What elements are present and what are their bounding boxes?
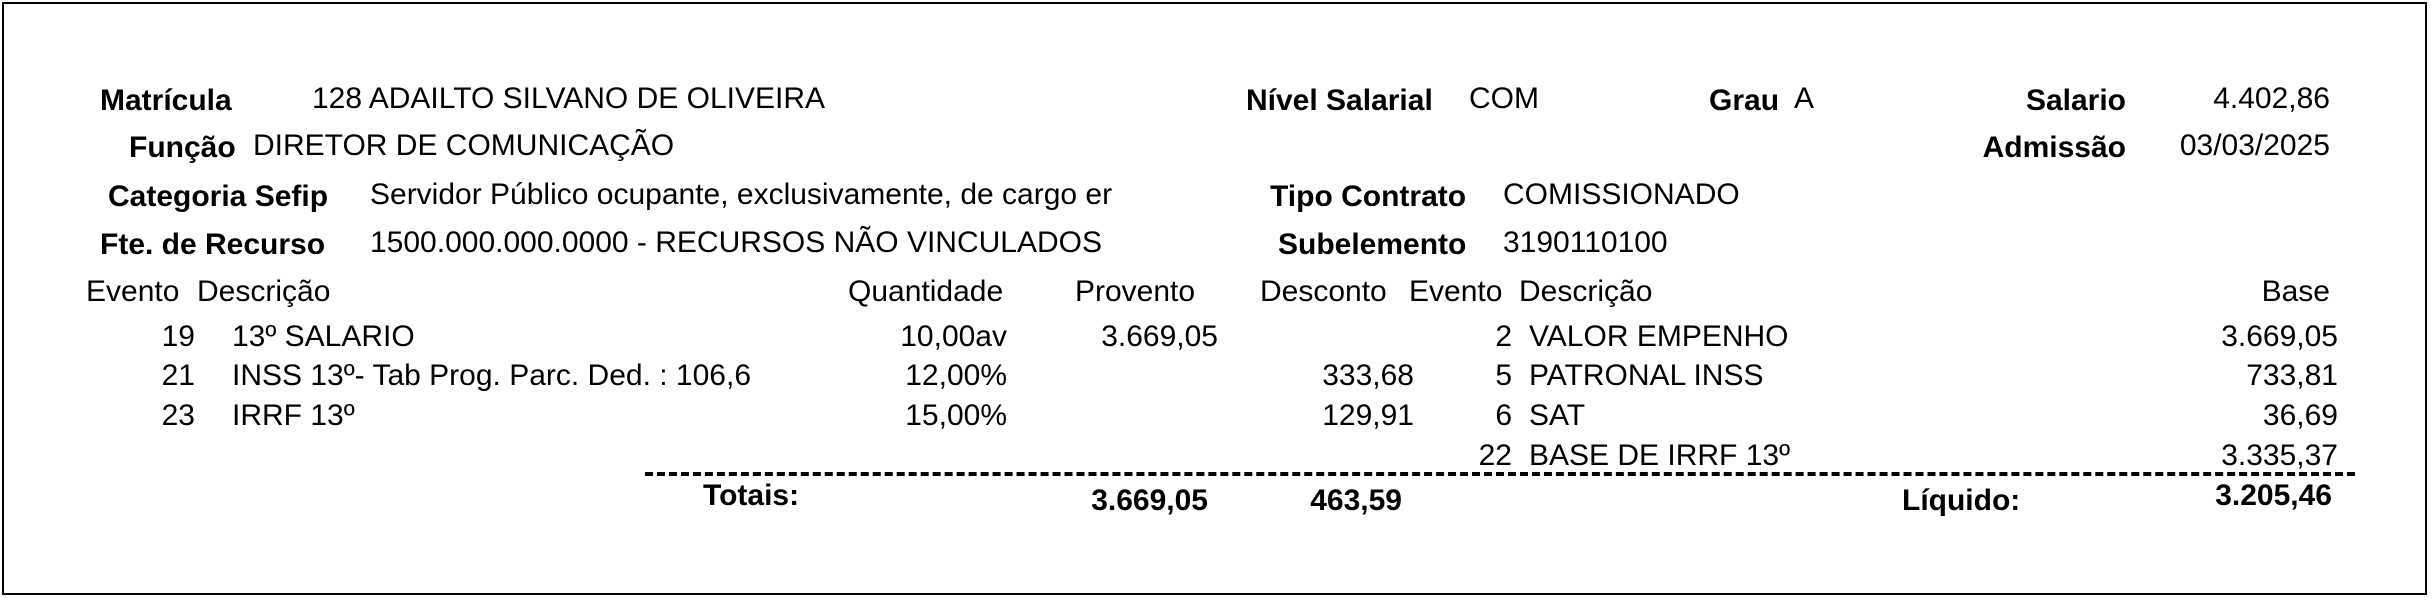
matricula-value: 128 ADAILTO SILVANO DE OLIVEIRA bbox=[312, 82, 825, 115]
event-description: INSS 13º- Tab Prog. Parc. Ded. : 106,6 bbox=[232, 359, 752, 392]
base-value: 733,81 bbox=[2246, 359, 2338, 392]
salario-value: 4.402,86 bbox=[2213, 82, 2330, 115]
admissao-label: Admissão bbox=[1982, 131, 2126, 164]
event-description: IRRF 13º bbox=[232, 399, 355, 432]
admissao-value: 03/03/2025 bbox=[2179, 129, 2330, 162]
col-base: Base bbox=[2261, 275, 2330, 308]
subelemento-value: 3190110100 bbox=[1503, 226, 1668, 259]
nivel-salarial-label: Nível Salarial bbox=[1246, 84, 1433, 117]
base-description: SAT bbox=[1529, 399, 1586, 432]
subelemento-label: Subelemento bbox=[1278, 228, 1467, 261]
funcao-label: Função bbox=[129, 131, 236, 164]
tipo-contrato-value: COMISSIONADO bbox=[1503, 178, 1740, 211]
nivel-salarial-value: COM bbox=[1469, 82, 1539, 115]
base-code: 5 bbox=[1495, 359, 1512, 392]
base-value: 3.669,05 bbox=[2221, 320, 2338, 353]
liquido-value: 3.205,46 bbox=[2215, 479, 2332, 512]
col-descricao-base: Descrição bbox=[1519, 275, 1653, 308]
base-value: 36,69 bbox=[2262, 399, 2338, 432]
grau-value: A bbox=[1794, 82, 1815, 115]
base-description: VALOR EMPENHO bbox=[1529, 320, 1789, 353]
base-code: 22 bbox=[1478, 439, 1512, 472]
event-code: 23 bbox=[161, 399, 195, 432]
base-code: 2 bbox=[1495, 320, 1512, 353]
totals-label: Totais: bbox=[703, 479, 800, 512]
col-descricao: Descrição bbox=[197, 275, 331, 308]
totals-provento: 3.669,05 bbox=[1091, 484, 1208, 517]
event-code: 19 bbox=[161, 320, 195, 353]
col-evento-base: Evento bbox=[1409, 275, 1503, 308]
categoria-sefip-value: Servidor Público ocupante, exclusivamente, de cargo er bbox=[370, 178, 1113, 211]
event-quantity: 12,00% bbox=[905, 359, 1007, 392]
event-code: 21 bbox=[161, 359, 195, 392]
categoria-sefip-label: Categoria Sefip bbox=[108, 180, 329, 213]
matricula-label: Matrícula bbox=[100, 84, 232, 117]
base-value: 3.335,37 bbox=[2221, 439, 2338, 472]
totals-desconto: 463,59 bbox=[1310, 484, 1402, 517]
col-evento: Evento bbox=[86, 275, 180, 308]
col-desconto: Desconto bbox=[1260, 275, 1387, 308]
tipo-contrato-label: Tipo Contrato bbox=[1270, 180, 1467, 213]
base-description: PATRONAL INSS bbox=[1529, 359, 1764, 392]
base-code: 6 bbox=[1495, 399, 1512, 432]
col-provento: Provento bbox=[1075, 275, 1196, 308]
funcao-value: DIRETOR DE COMUNICAÇÃO bbox=[253, 129, 675, 162]
base-description: BASE DE IRRF 13º bbox=[1529, 439, 1791, 472]
event-desconto: 129,91 bbox=[1322, 399, 1414, 432]
salario-label: Salario bbox=[2025, 84, 2126, 117]
col-quantidade: Quantidade bbox=[848, 275, 1004, 308]
event-desconto: 333,68 bbox=[1322, 359, 1414, 392]
fonte-recurso-label: Fte. de Recurso bbox=[100, 228, 326, 261]
fonte-recurso-value: 1500.000.000.0000 - RECURSOS NÃO VINCULADOS bbox=[370, 226, 1102, 259]
grau-label: Grau bbox=[1709, 84, 1780, 117]
event-description: 13º SALARIO bbox=[232, 320, 415, 353]
event-provento: 3.669,05 bbox=[1101, 320, 1218, 353]
event-quantity: 10,00av bbox=[900, 320, 1007, 353]
liquido-label: Líquido: bbox=[1902, 484, 2021, 517]
totals-divider bbox=[645, 472, 2355, 476]
event-quantity: 15,00% bbox=[905, 399, 1007, 432]
